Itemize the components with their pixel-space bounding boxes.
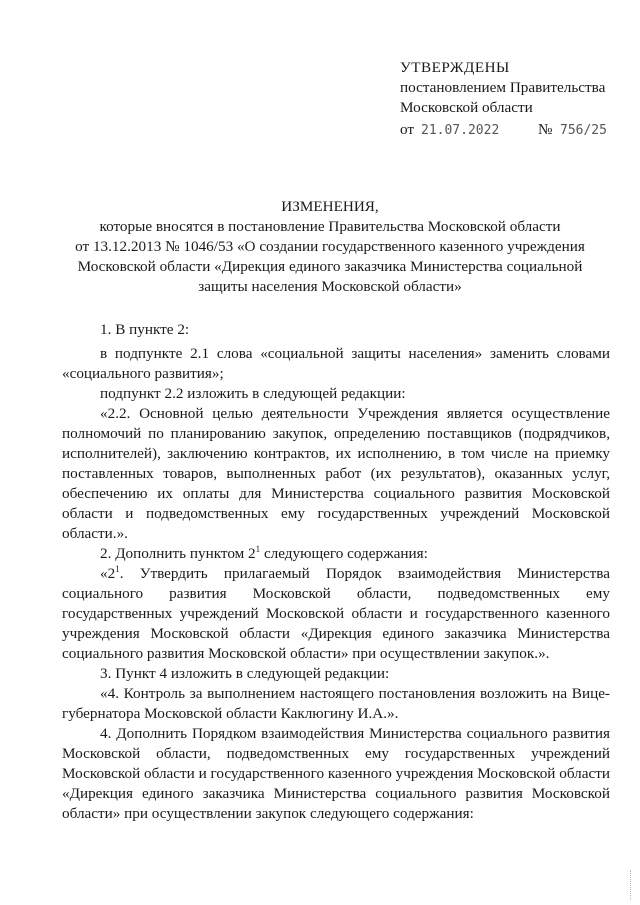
paragraph-2: в подпункте 2.1 слова «социальной защиты населения» заменить словами «социального развития»; (62, 345, 610, 382)
paragraph-5: 2. Дополнить пунктом $2^1$ следующего содержания: (100, 543, 428, 562)
document-title (40, 197, 620, 297)
page-edge-mark (630, 870, 632, 900)
approval-date-number (400, 120, 636, 140)
paragraph-6: «$2^1$. Утвердить прилагаемый Порядок взаимодействия Министерства социального развития Московской области, подведомственных ему государственных учреждений Московской области и государственного казенного учреждения Московской области «Дирекция единого заказчика Министерства социального развития Московской области» при осуществлении закупок.». (62, 563, 610, 662)
title-heading: ИЗМЕНЕНИЯ, (281, 198, 379, 215)
paragraph-4: «2.2. Основной целью деятельности Учреждения является осуществление полномочий по планированию закупок, определению поставщиков (подрядчиков, исполнителей), заключению контрактов, их исполнению, в том числе на приемку поставленных товаров, выполненных работ (их результатов), оказанных услуг, обеспечению их оплаты для Министерства социального развития Московской области и подведомственных ему государственных учреждений Московской области.». (62, 405, 610, 542)
title-line-2: от 13.12.2013 № 1046/53 «О создании государственного казенного учреждения (75, 238, 585, 255)
paragraph-1: 1. В пункте 2: (100, 321, 190, 338)
title-line-1: которые вносятся в постановление Правительства Московской области (99, 218, 561, 235)
paragraph-3: подпункт 2.2 изложить в следующей редакции: (100, 385, 406, 402)
approval-heading: УТВЕРЖДЕНЫ (400, 59, 510, 76)
title-line-4: защиты населения Московской области» (198, 278, 462, 295)
approval-stamp (400, 58, 636, 140)
number-prefix: № (538, 121, 553, 138)
approval-region: Московской области (400, 99, 533, 116)
approval-number: 756/25 (560, 123, 607, 138)
approval-authority: постановлением Правительства (400, 79, 606, 96)
paragraph-8: «4. Контроль за выполнением настоящего постановления возложить на Вице-губернатора Московской области Каклюгину И.А.». (62, 685, 610, 722)
title-line-3: Московской области «Дирекция единого заказчика Министерства социальной (77, 258, 583, 275)
document-body (62, 320, 610, 824)
date-prefix: от (400, 121, 415, 138)
paragraph-7: 3. Пункт 4 изложить в следующей редакции: (100, 665, 390, 682)
paragraph-9: 4. Дополнить Порядком взаимодействия Министерства социального развития Московской области, подведомственных ему государственных учреждений Московской области и государственного казенного учреждения Московской области «Дирекция единого заказчика Министерства социального развития Московской области» при осуществлении закупок следующего содержания: (62, 725, 610, 822)
approval-date: 21.07.2022 (421, 123, 500, 138)
